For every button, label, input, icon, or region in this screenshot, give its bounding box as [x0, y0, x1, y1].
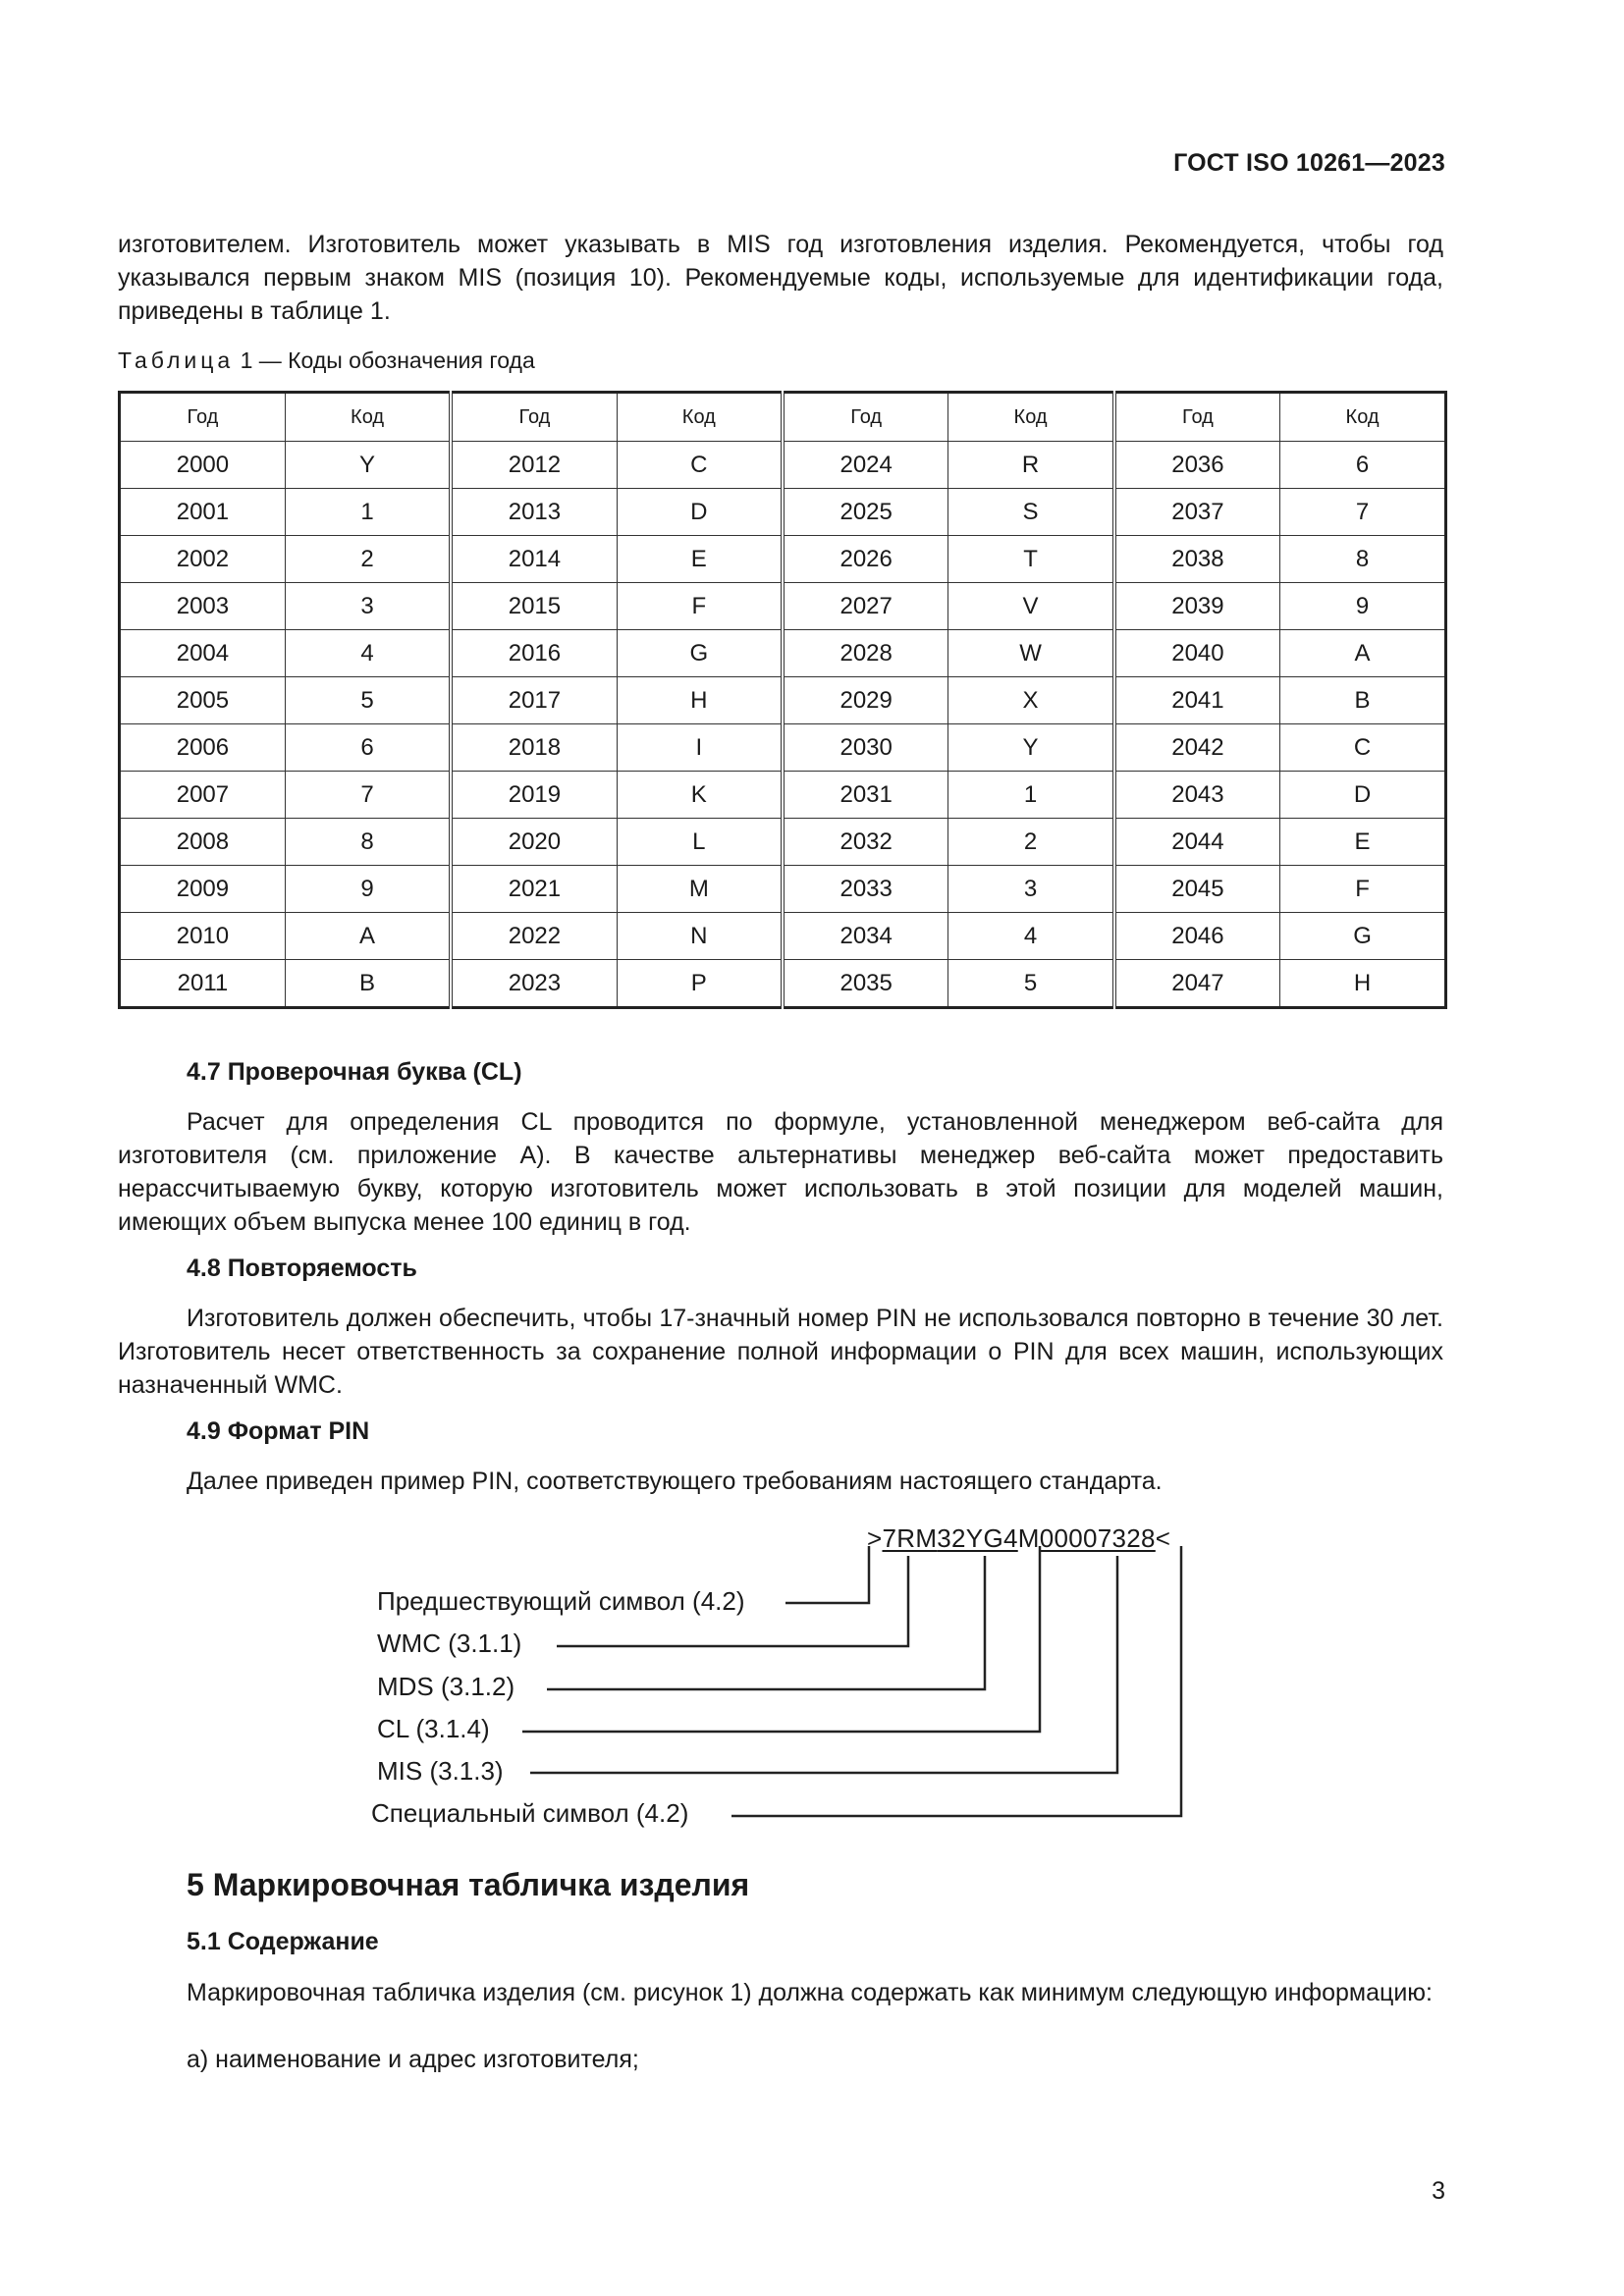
- year-cell: 2040: [1114, 630, 1280, 677]
- year-cell: 2031: [783, 772, 948, 819]
- intro-paragraph: изготовителем. Изготовитель может указывать в MIS год изготовления изделия. Рекомендуется, чтобы год указывался первым знаком MIS (позиция 10). Рекомендуемые коды, используемые для идентификации года, приведены в таблице 1.: [118, 231, 1443, 325]
- year-cell: 2044: [1114, 819, 1280, 866]
- code-cell: 6: [285, 724, 451, 772]
- section-4-7-text: Расчет для определения CL проводится по формуле, установленной менеджером веб-сайта для изготовителя (см. приложение А). В качестве альтернативы менеджер веб-сайта может предоставить нерассчитываемую букву, которую изготовитель может использовать в этой позиции для моделей машин, имеющих объем выпуска менее 100 единиц в год.: [118, 1108, 1443, 1236]
- section-4-8-heading: 4.8 Повторяемость: [187, 1255, 417, 1282]
- section-4-9-text: Далее приведен пример PIN, соответствующего требованиям настоящего стандарта.: [187, 1468, 1163, 1495]
- code-cell: 7: [1280, 489, 1446, 536]
- pin-leader-mds: [547, 1556, 985, 1689]
- code-cell: 2: [285, 536, 451, 583]
- pin-label-mds: MDS (3.1.2): [377, 1672, 515, 1701]
- page-number: 3: [1432, 2177, 1445, 2205]
- year-cell: 2041: [1114, 677, 1280, 724]
- code-cell: C: [617, 442, 783, 489]
- section-5-1-text: Маркировочная табличка изделия (см. рисунок 1) должна содержать как минимум следующую информацию:: [187, 1979, 1433, 2006]
- header-code: Код: [1280, 393, 1446, 442]
- year-cell: 2045: [1114, 866, 1280, 913]
- pin-part-special: <: [1155, 1523, 1171, 1553]
- pin-part-mds: 32YG4: [937, 1523, 1018, 1553]
- code-cell: V: [948, 583, 1114, 630]
- year-cell: 2029: [783, 677, 948, 724]
- year-cell: 2020: [451, 819, 617, 866]
- code-cell: A: [1280, 630, 1446, 677]
- year-cell: 2038: [1114, 536, 1280, 583]
- year-cell: 2012: [451, 442, 617, 489]
- pin-label-leading: Предшествующий символ (4.2): [377, 1586, 745, 1616]
- code-cell: 3: [948, 866, 1114, 913]
- year-cell: 2024: [783, 442, 948, 489]
- code-cell: N: [617, 913, 783, 960]
- section-5-heading: 5 Маркировочная табличка изделия: [187, 1867, 750, 1902]
- year-cell: 2011: [120, 960, 286, 1008]
- code-cell: D: [617, 489, 783, 536]
- year-cell: 2013: [451, 489, 617, 536]
- header-year: Год: [451, 393, 617, 442]
- code-cell: H: [1280, 960, 1446, 1008]
- year-cell: 2009: [120, 866, 286, 913]
- code-cell: 6: [1280, 442, 1446, 489]
- pin-leader-special: [731, 1546, 1181, 1816]
- header-year: Год: [120, 393, 286, 442]
- year-cell: 2017: [451, 677, 617, 724]
- document-code: ГОСТ ISO 10261—2023: [1173, 149, 1445, 177]
- list-item-a: а) наименование и адрес изготовителя;: [187, 2046, 639, 2073]
- year-cell: 2028: [783, 630, 948, 677]
- code-cell: R: [948, 442, 1114, 489]
- code-cell: 9: [1280, 583, 1446, 630]
- year-cell: 2046: [1114, 913, 1280, 960]
- section-4-7-heading: 4.7 Проверочная буква (CL): [187, 1058, 522, 1086]
- pin-part-cl: M: [1017, 1523, 1040, 1553]
- code-cell: S: [948, 489, 1114, 536]
- year-cell: 2023: [451, 960, 617, 1008]
- year-cell: 2026: [783, 536, 948, 583]
- code-cell: 4: [285, 630, 451, 677]
- year-cell: 2047: [1114, 960, 1280, 1008]
- year-cell: 2004: [120, 630, 286, 677]
- header-year: Год: [1114, 393, 1280, 442]
- year-cell: 2021: [451, 866, 617, 913]
- code-cell: F: [617, 583, 783, 630]
- section-5-1-heading: 5.1 Содержание: [187, 1928, 379, 1955]
- header-year: Год: [783, 393, 948, 442]
- pin-leader-cl: [522, 1546, 1040, 1732]
- code-cell: G: [1280, 913, 1446, 960]
- year-cell: 2039: [1114, 583, 1280, 630]
- table-caption-prefix: Таблица: [118, 347, 235, 373]
- year-cell: 2043: [1114, 772, 1280, 819]
- year-cell: 2002: [120, 536, 286, 583]
- code-cell: X: [948, 677, 1114, 724]
- code-cell: G: [617, 630, 783, 677]
- code-cell: K: [617, 772, 783, 819]
- code-cell: E: [1280, 819, 1446, 866]
- header-code: Код: [285, 393, 451, 442]
- year-cell: 2010: [120, 913, 286, 960]
- code-cell: L: [617, 819, 783, 866]
- year-cell: 2005: [120, 677, 286, 724]
- year-cell: 2003: [120, 583, 286, 630]
- pin-label-cl: CL (3.1.4): [377, 1714, 490, 1743]
- code-cell: B: [285, 960, 451, 1008]
- header-code: Код: [948, 393, 1114, 442]
- table-caption-rest: 1 — Коды обозначения года: [234, 347, 535, 373]
- code-cell: H: [617, 677, 783, 724]
- code-cell: 1: [948, 772, 1114, 819]
- year-cell: 2035: [783, 960, 948, 1008]
- code-cell: 2: [948, 819, 1114, 866]
- code-cell: 7: [285, 772, 451, 819]
- pin-label-special: Специальный символ (4.2): [371, 1798, 689, 1828]
- year-cell: 2036: [1114, 442, 1280, 489]
- year-cell: 2033: [783, 866, 948, 913]
- year-cell: 2000: [120, 442, 286, 489]
- code-cell: 5: [285, 677, 451, 724]
- code-cell: 8: [1280, 536, 1446, 583]
- code-cell: T: [948, 536, 1114, 583]
- code-cell: D: [1280, 772, 1446, 819]
- pin-part-wmc: 7RM: [882, 1523, 938, 1553]
- code-cell: 1: [285, 489, 451, 536]
- pin-leader-leading: [785, 1546, 869, 1603]
- code-cell: F: [1280, 866, 1446, 913]
- code-cell: 9: [285, 866, 451, 913]
- year-cell: 2030: [783, 724, 948, 772]
- year-cell: 2001: [120, 489, 286, 536]
- year-cell: 2037: [1114, 489, 1280, 536]
- header-code: Код: [617, 393, 783, 442]
- code-cell: B: [1280, 677, 1446, 724]
- section-4-8-text: Изготовитель должен обеспечить, чтобы 17-значный номер PIN не использовался повторно в течение 30 лет. Изготовитель несет ответственность за сохранение полной информации о PIN для всех машин, использующих назначенный WMC.: [118, 1305, 1443, 1399]
- code-cell: M: [617, 866, 783, 913]
- year-cell: 2025: [783, 489, 948, 536]
- pin-part-mis: 00007328: [1039, 1523, 1156, 1553]
- year-cell: 2019: [451, 772, 617, 819]
- code-cell: I: [617, 724, 783, 772]
- code-cell: A: [285, 913, 451, 960]
- code-cell: Y: [285, 442, 451, 489]
- year-cell: 2018: [451, 724, 617, 772]
- code-cell: W: [948, 630, 1114, 677]
- pin-label-mis: MIS (3.1.3): [377, 1756, 504, 1786]
- year-cell: 2014: [451, 536, 617, 583]
- code-cell: E: [617, 536, 783, 583]
- year-cell: 2034: [783, 913, 948, 960]
- year-cell: 2042: [1114, 724, 1280, 772]
- pin-label-wmc: WMC (3.1.1): [377, 1629, 522, 1658]
- year-cell: 2016: [451, 630, 617, 677]
- section-4-9-heading: 4.9 Формат PIN: [187, 1417, 370, 1445]
- year-cell: 2007: [120, 772, 286, 819]
- year-cell: 2022: [451, 913, 617, 960]
- code-cell: 4: [948, 913, 1114, 960]
- pin-part-leading: >: [867, 1523, 883, 1553]
- code-cell: Y: [948, 724, 1114, 772]
- year-cell: 2006: [120, 724, 286, 772]
- year-cell: 2027: [783, 583, 948, 630]
- code-cell: P: [617, 960, 783, 1008]
- code-cell: 8: [285, 819, 451, 866]
- year-cell: 2032: [783, 819, 948, 866]
- year-cell: 2015: [451, 583, 617, 630]
- year-cell: 2008: [120, 819, 286, 866]
- code-cell: 3: [285, 583, 451, 630]
- code-cell: C: [1280, 724, 1446, 772]
- code-cell: 5: [948, 960, 1114, 1008]
